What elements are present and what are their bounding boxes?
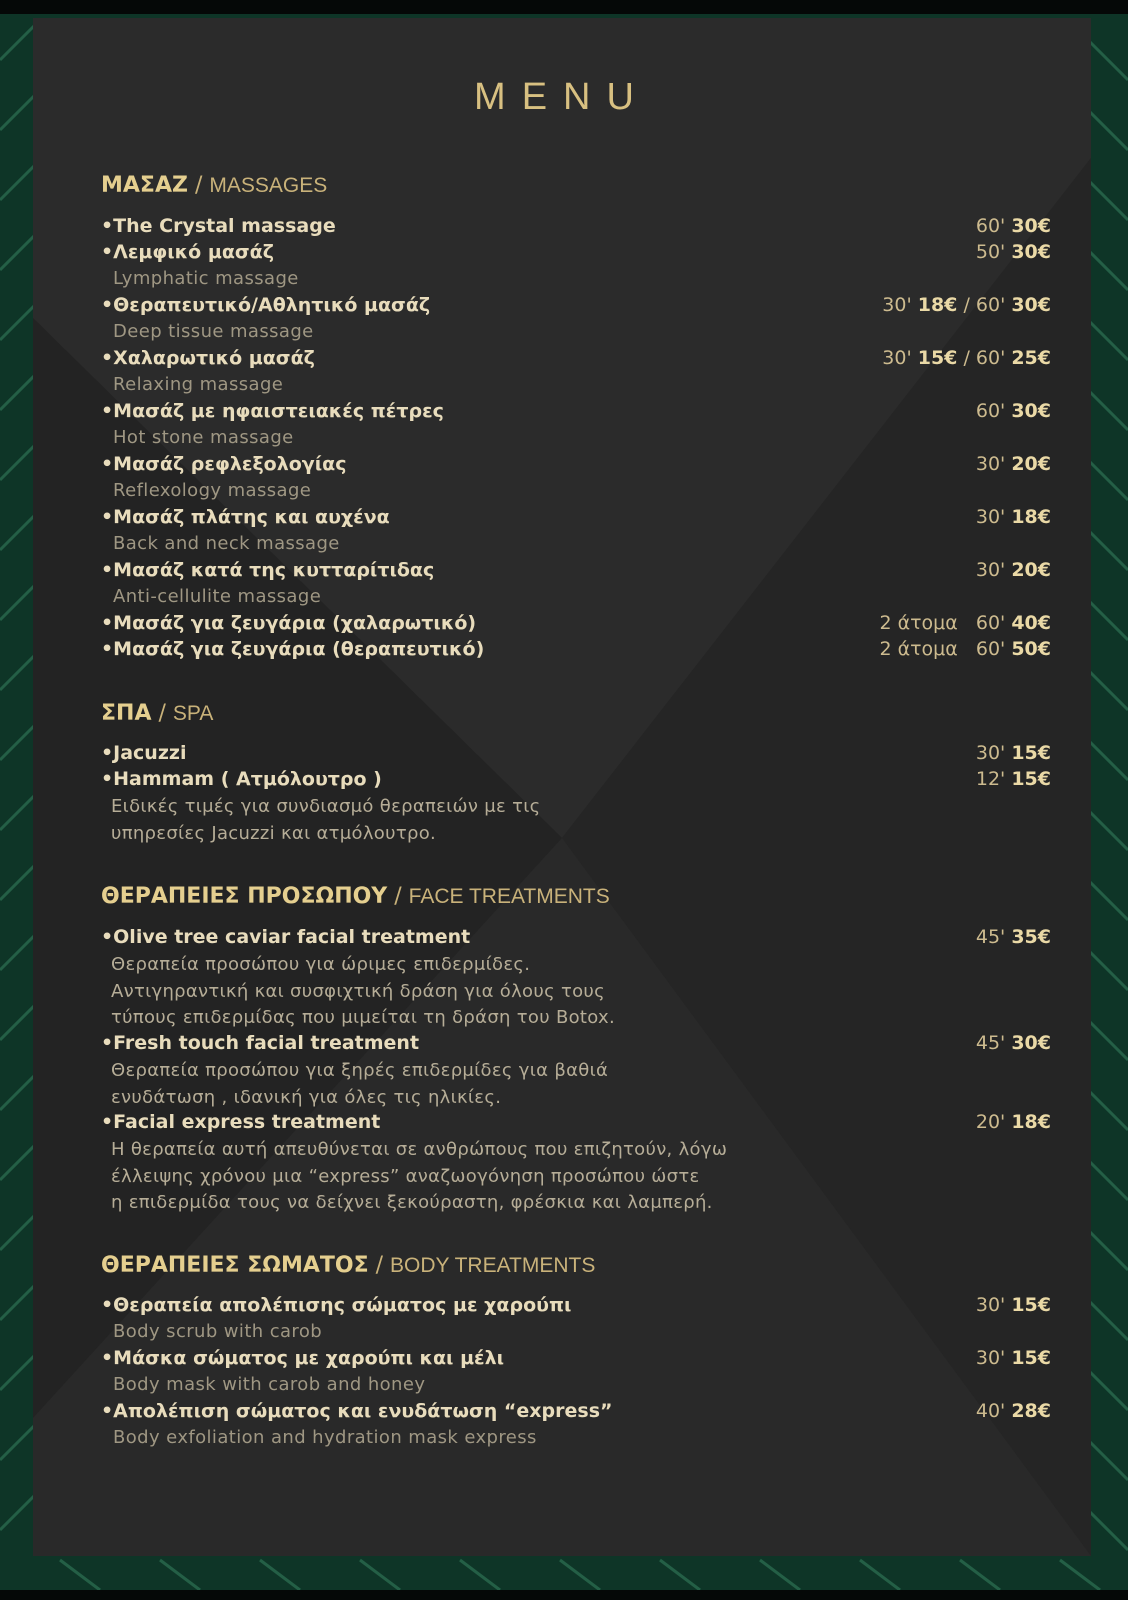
item-price: 45' 30€ [975, 1032, 1051, 1054]
item-english-name: Body exfoliation and hydration mask express [113, 1427, 537, 1448]
title-separator: / [375, 1253, 391, 1278]
item-name: •Olive tree caviar facial treatment [101, 926, 471, 948]
item-price: 60' 30€ [975, 215, 1051, 237]
item-english-name: Back and neck massage [113, 533, 340, 554]
menu-item [101, 1347, 1051, 1373]
item-english-name: Relaxing massage [113, 374, 284, 395]
item-price: 2 άτομα 60' 40€ [879, 612, 1051, 634]
item-price: 2 άτομα 60' 50€ [879, 638, 1051, 660]
title-separator: / [194, 173, 210, 198]
item-price: 45' 35€ [975, 926, 1051, 948]
item-name: •Μασάζ ρεφλεξολογίας [101, 453, 347, 475]
item-price: 30' 18€ [975, 506, 1051, 528]
item-name: •Μασάζ με ηφαιστειακές πέτρες [101, 400, 444, 422]
description-line: Αντιγηραντική και συσφιχτική δράση για όλους τους [111, 980, 605, 1002]
section-title-face [101, 884, 610, 909]
item-description [111, 952, 615, 1032]
item-price: 30' 20€ [975, 559, 1051, 581]
description-line: Η θεραπεία αυτή απευθύνεται σε ανθρώπους που επιζητούν, λόγω [111, 1139, 728, 1160]
menu-item [101, 926, 1051, 952]
item-description [111, 794, 541, 847]
item-price: 20' 18€ [975, 1111, 1051, 1133]
title-separator: / [394, 884, 409, 909]
description-line: υπηρεσίες Jacuzzi και ατμόλουτρο. [111, 822, 437, 844]
section-title-massages [101, 173, 327, 198]
section-title-spa [101, 701, 213, 726]
item-english-name: Deep tissue massage [113, 321, 314, 342]
item-name: •Μασάζ πλάτης και αυχένα [101, 506, 390, 528]
title-separator: / [158, 701, 173, 726]
description-line: Θεραπεία προσώπου για ώριμες επιδερμίδες. [111, 954, 531, 975]
item-name: •Fresh touch facial treatment [101, 1032, 420, 1054]
item-price: 12' 15€ [975, 768, 1051, 790]
item-price: 60' 30€ [975, 400, 1051, 422]
item-price: 30' 18€ / 60' 30€ [882, 294, 1051, 316]
item-description [111, 1058, 608, 1111]
item-name: •Χαλαρωτικό μασάζ [101, 347, 315, 369]
section-title-greek: ΣΠΑ [101, 701, 152, 726]
description-line: έλλειψης χρόνου μια “express” αναζωογόνηση προσώπου ώστε [111, 1165, 700, 1187]
menu-item [101, 506, 1051, 532]
bottom-edge [0, 1590, 1128, 1600]
menu-item [101, 768, 1051, 794]
item-price: 30' 20€ [975, 453, 1051, 475]
menu-content [33, 18, 1091, 1556]
item-name: •Θεραπευτικό/Αθλητικό μασάζ [101, 294, 431, 316]
menu-item [101, 638, 1051, 664]
item-price: 30' 15€ [975, 742, 1051, 764]
item-english-name: Lymphatic massage [113, 268, 299, 289]
item-name: •Μασάζ για ζευγάρια (χαλαρωτικό) [101, 612, 477, 634]
menu-item [101, 1400, 1051, 1426]
item-english-name: Reflexology massage [113, 480, 312, 501]
item-name: •Θεραπεία απολέπισης σώματος με χαρούπι [101, 1294, 572, 1316]
item-english-name: Anti-cellulite massage [113, 586, 322, 607]
item-price: 50' 30€ [975, 241, 1051, 263]
menu-title: MENU [474, 76, 650, 118]
section-title-greek: ΜΑΣΑΖ [101, 173, 188, 198]
item-name: •Μασάζ για ζευγάρια (θεραπευτικό) [101, 638, 485, 660]
item-name: •Facial express treatment [101, 1111, 381, 1133]
description-line: Θεραπεία προσώπου για ξηρές επιδερμίδες για βαθιά [111, 1060, 609, 1081]
item-price: 30' 15€ [975, 1294, 1051, 1316]
item-name: •Hammam ( Ατμόλουτρο ) [101, 768, 382, 790]
menu-panel [33, 18, 1091, 1556]
section-title-greek: ΘΕΡΑΠΕΙΕΣ ΣΩΜΑΤΟΣ [101, 1253, 369, 1278]
item-name: •Μάσκα σώματος με χαρούπι και μέλι [101, 1347, 505, 1369]
menu-item [101, 400, 1051, 426]
item-name: •Μασάζ κατά της κυτταρίτιδας [101, 559, 435, 581]
description-line: ενυδάτωση , ιδανική για όλες τις ηλικίες. [111, 1086, 502, 1108]
menu-item [101, 453, 1051, 479]
menu-item [101, 1294, 1051, 1320]
menu-item [101, 294, 1051, 320]
menu-item [101, 1111, 1051, 1137]
item-english-name: Hot stone massage [113, 427, 294, 448]
section-title-english: FACE TREATMENTS [408, 885, 610, 908]
menu-item [101, 215, 1051, 241]
item-name: •Απολέπιση σώματος και ενυδάτωση “express” [101, 1400, 613, 1422]
item-price: 30' 15€ / 60' 25€ [882, 347, 1051, 369]
section-title-english: BODY TREATMENTS [390, 1254, 596, 1277]
menu-item [101, 559, 1051, 585]
menu-item [101, 241, 1051, 267]
description-line: Ειδικές τιμές για συνδιασμό θεραπειών με τις [111, 796, 541, 817]
section-title-body [101, 1253, 595, 1278]
menu-item [101, 347, 1051, 373]
item-name: •The Crystal massage [101, 215, 336, 237]
item-english-name: Body mask with carob and honey [113, 1374, 426, 1395]
item-name: •Λεμφικό μασάζ [101, 241, 274, 263]
section-title-english: MASSAGES [209, 174, 328, 197]
description-line: τύπους επιδερμίδας που μιμείται τη δράση του Botox. [111, 1007, 615, 1028]
menu-item [101, 742, 1051, 768]
item-name: •Jacuzzi [101, 742, 187, 764]
item-description [111, 1137, 727, 1217]
item-english-name: Body scrub with carob [113, 1321, 323, 1342]
section-title-english: SPA [172, 702, 214, 725]
section-title-greek: ΘΕΡΑΠΕΙΕΣ ΠΡΟΣΩΠΟΥ [101, 884, 388, 909]
top-edge [0, 0, 1128, 14]
item-price: 30' 15€ [975, 1347, 1051, 1369]
description-line: η επιδερμίδα τους να δείχνει ξεκούραστη, φρέσκια και λαμπερή. [111, 1192, 713, 1213]
item-price: 40' 28€ [975, 1400, 1051, 1422]
menu-item [101, 612, 1051, 638]
menu-item [101, 1032, 1051, 1058]
